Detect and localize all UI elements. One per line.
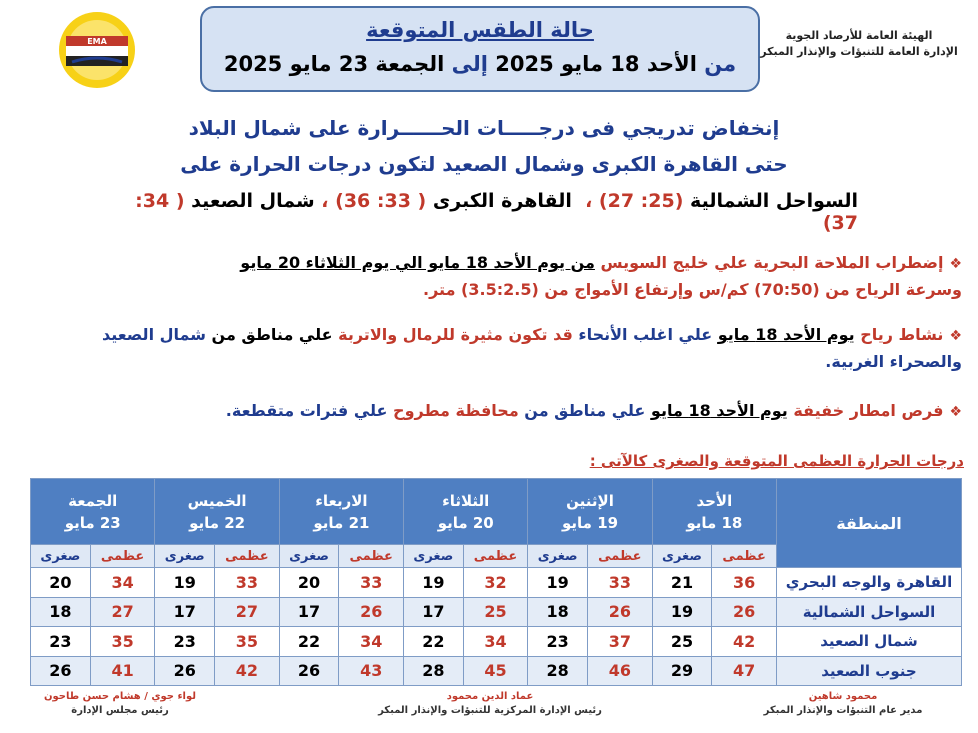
logo-text: EMA	[87, 37, 107, 46]
min-label: صغرى	[404, 545, 464, 568]
max-temp: 26	[339, 597, 404, 626]
region-name: السواحل الشمالية	[777, 597, 962, 626]
max-temp: 34	[90, 568, 155, 597]
ema-logo	[44, 10, 150, 90]
org-department: الإدارة العامة للتنبؤات والإنذار المبكر	[760, 45, 958, 58]
signature-name: لواء جوي / هشام حسن طاحون	[43, 691, 197, 702]
region-name: جنوب الصعيد	[777, 656, 962, 685]
org-name: الهيئة العامة للأرصاد الجوية	[785, 29, 933, 42]
min-temp: 22	[404, 627, 464, 656]
min-temp: 22	[279, 627, 339, 656]
max-label: عظمى	[587, 545, 652, 568]
summary-line-1: إنخفاض تدريجي فى درجـــــات الحــــــرارة على شمال البلاد	[188, 116, 780, 140]
table-row	[31, 656, 962, 685]
max-temp: 33	[215, 568, 280, 597]
min-temp: 19	[652, 597, 712, 626]
region-name: شمال الصعيد	[777, 627, 962, 656]
summary-regions: السواحل الشمالية (25: 27) ، القاهرة الكبرى ( 33: 36) ، شمال الصعيد ( 34: 37)	[135, 190, 858, 234]
max-temp: 26	[712, 597, 777, 626]
min-temp: 19	[404, 568, 464, 597]
day-header: الأحد 18 مايو	[652, 479, 776, 545]
region-cairo: القاهرة الكبرى	[432, 190, 572, 212]
region-north-coast: السواحل الشمالية	[690, 190, 858, 212]
title-box	[200, 6, 760, 92]
max-label: عظمى	[339, 545, 404, 568]
min-temp: 26	[279, 656, 339, 685]
max-temp: 34	[339, 627, 404, 656]
max-temp: 34	[463, 627, 528, 656]
min-temp: 26	[31, 656, 91, 685]
range-north-coast: (25: 27)	[598, 190, 684, 212]
min-label: صغرى	[155, 545, 215, 568]
min-temp: 17	[404, 597, 464, 626]
min-temp: 25	[652, 627, 712, 656]
max-temp: 33	[587, 568, 652, 597]
table-row	[31, 627, 962, 656]
max-temp: 45	[463, 656, 528, 685]
signature-1	[728, 690, 958, 718]
max-temp: 26	[587, 597, 652, 626]
min-temp: 19	[155, 568, 215, 597]
max-temp: 35	[215, 627, 280, 656]
range-cairo: ( 33: 36)	[335, 190, 427, 212]
max-temp: 43	[339, 656, 404, 685]
max-temp: 25	[463, 597, 528, 626]
signature-name: محمود شاهين	[808, 691, 878, 702]
max-temp: 35	[90, 627, 155, 656]
signature-role: رئيس الإدارة المركزية للتنبؤات والإنذار المبكر	[378, 705, 602, 716]
max-label: عظمى	[712, 545, 777, 568]
max-temp: 27	[215, 597, 280, 626]
min-label: صغرى	[31, 545, 91, 568]
summary-line-2: حتى القاهرة الكبرى وشمال الصعيد لتكون درجات الحرارة على	[180, 152, 788, 176]
temperature-table	[30, 478, 962, 686]
max-temp: 33	[339, 568, 404, 597]
max-label: عظمى	[90, 545, 155, 568]
bullet-sea: ❖إضطراب الملاحة البحرية علي خليج السويس من يوم الأحد 18 مايو الي يوم الثلاثاء 20 مايو وسرعة الرياح من (70:50) كم/س وإرتفاع الأمواج من (3.5:2.5) متر.	[240, 253, 962, 299]
min-temp: 23	[528, 627, 588, 656]
organization	[754, 28, 964, 60]
min-temp: 18	[528, 597, 588, 626]
day-header: الخميس 22 مايو	[155, 479, 279, 545]
max-label: عظمى	[215, 545, 280, 568]
min-temp: 17	[155, 597, 215, 626]
signature-2	[330, 690, 650, 718]
day-header: الثلاثاء 20 مايو	[404, 479, 528, 545]
max-temp: 32	[463, 568, 528, 597]
max-temp: 46	[587, 656, 652, 685]
bullet-wind: ❖نشاط رياح يوم الأحد 18 مايو علي اغلب الأنحاء قد تكون مثيرة للرمال والاتربة علي مناطق من شمال الصعيد والصحراء الغربية.	[101, 325, 962, 371]
max-temp: 41	[90, 656, 155, 685]
max-temp: 37	[587, 627, 652, 656]
day-header: الإثنين 19 مايو	[528, 479, 652, 545]
period: من الأحد 18 مايو 2025 إلى الجمعة 23 مايو 2025	[223, 52, 737, 76]
region-north-upper-egypt: شمال الصعيد	[191, 190, 315, 212]
diamond-bullet-icon: ❖	[949, 328, 962, 344]
max-temp: 42	[215, 656, 280, 685]
signature-role: رئيس مجلس الإدارة	[71, 705, 169, 716]
max-temp: 42	[712, 627, 777, 656]
diamond-bullet-icon: ❖	[949, 256, 962, 272]
day-header: الجمعة 23 مايو	[31, 479, 155, 545]
min-label: صغرى	[279, 545, 339, 568]
min-temp: 19	[528, 568, 588, 597]
region-header: المنطقة	[777, 479, 962, 568]
range-north-upper-egypt: ( 34: 37)	[135, 190, 858, 234]
max-label: عظمى	[463, 545, 528, 568]
min-temp: 28	[404, 656, 464, 685]
bullet-rain: ❖فرص امطار خفيفة يوم الأحد 18 مايو علي مناطق من محافظة مطروح علي فترات متقطعة.	[225, 401, 962, 420]
max-temp: 47	[712, 656, 777, 685]
table-row	[31, 597, 962, 626]
signature-name: عماد الدين محمود	[446, 691, 534, 702]
page-title: حالة الطقس المتوقعة	[366, 18, 594, 42]
min-temp: 23	[31, 627, 91, 656]
min-temp: 23	[155, 627, 215, 656]
signature-role: مدير عام التنبؤات والإنذار المبكر	[763, 705, 923, 716]
min-temp: 21	[652, 568, 712, 597]
table-title: درجات الحرارة العظمى المتوقعة والصغرى كالآتى :	[589, 452, 964, 470]
max-temp: 36	[712, 568, 777, 597]
diamond-bullet-icon: ❖	[949, 404, 962, 420]
min-label: صغرى	[528, 545, 588, 568]
min-temp: 28	[528, 656, 588, 685]
min-temp: 26	[155, 656, 215, 685]
min-label: صغرى	[652, 545, 712, 568]
region-name: القاهرة والوجه البحري	[777, 568, 962, 597]
signature-3	[20, 690, 220, 718]
min-temp: 18	[31, 597, 91, 626]
max-temp: 27	[90, 597, 155, 626]
min-temp: 29	[652, 656, 712, 685]
min-temp: 20	[31, 568, 91, 597]
min-temp: 17	[279, 597, 339, 626]
day-header: الاربعاء 21 مايو	[279, 479, 403, 545]
table-header-row	[31, 479, 962, 545]
min-temp: 20	[279, 568, 339, 597]
table-row	[31, 568, 962, 597]
